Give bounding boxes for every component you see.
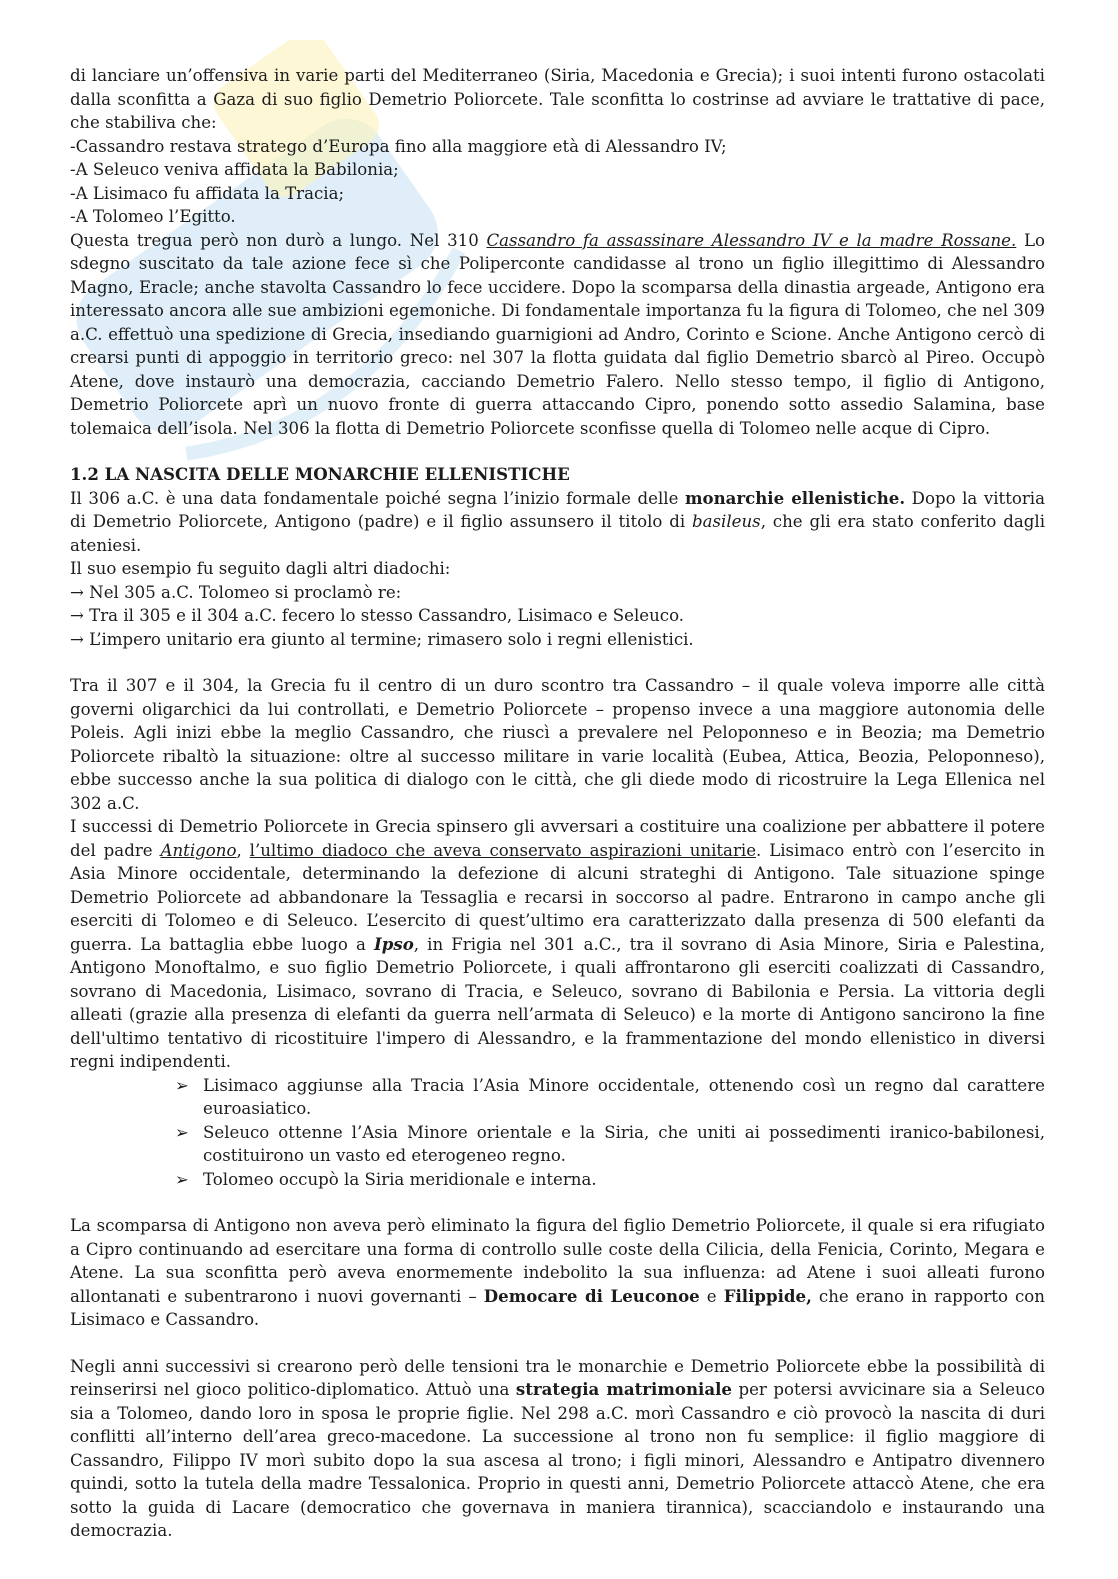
text-run: Dopo la vittoria di Demetrio Poliorcete, Antigono (padre) e il figlio assunsero il titolo di bbox=[70, 488, 1045, 531]
text-run: che erano in rapporto con Lisimaco e Cassandro. bbox=[70, 1286, 1045, 1329]
text-run: , che gli era stato conferito dagli ateniesi. bbox=[70, 512, 1045, 555]
underlined-phrase: l’ultimo diadoco che aveva conservato aspirazioni unitarie bbox=[249, 840, 757, 860]
document-page bbox=[70, 64, 1045, 1543]
bold-term: strategia matrimoniale bbox=[515, 1379, 732, 1399]
arrow-bullet-icon: ➢ bbox=[175, 1122, 189, 1142]
text-run: , in Frigia nel 301 a.C., tra il sovrano di Asia Minore, Siria e Palestina, Antigono Monoftalmo, e suo figlio Demetrio Poliorcete, i quali affrontarono gli eserciti coalizzati di Cassandro, sovrano di Macedonia, Lisimaco, sovrano di Tracia, e Seleuco, sovrano di Babilonia e Persia. La vittoria degli alleati (grazie alla presenza di elefanti da guerra nell’armata di Seleuco) e la morte di Antigono sancirono la fine dell'ultimo tentativo di ricostituire l'impero di Alessandro, e la frammentazione del mondo ellenistico in diversi regni indipendenti. bbox=[70, 934, 1045, 1071]
text-run: La scomparsa di Antigono non aveva però eliminato la figura del figlio Demetrio Poliorcete, il quale si era rifugiato a Cipro continuando ad esercitare una forma di controllo sulle coste della Cilicia, della Fenicia, Corinto, Megara e Atene. La sua sconfitta però aveva enormemente indebolito la sua influenza: ad Atene i suoi alleati furono allontanati e subentrarono i nuovi governanti – bbox=[70, 1216, 1045, 1306]
arrow-bullet-icon: ➢ bbox=[175, 1169, 189, 1189]
bold-term: Democare di Leuconoe bbox=[483, 1285, 700, 1306]
bold-term: monarchie ellenistiche. bbox=[684, 487, 906, 508]
paragraph-strategia bbox=[70, 1355, 1045, 1543]
bullet-item bbox=[175, 1074, 1045, 1121]
bullet-text: Tolomeo occupò la Siria meridionale e interna. bbox=[203, 1169, 597, 1189]
text-run: , bbox=[236, 840, 250, 860]
bullet-item bbox=[175, 1168, 1045, 1192]
arrow-item: → L’impero unitario era giunto al termine; rimasero solo i regni ellenistici. bbox=[70, 629, 694, 649]
bullet-text: Lisimaco aggiunse alla Tracia l’Asia Minore occidentale, ottenendo così un regno dal carattere euroasiatico. bbox=[203, 1075, 1045, 1118]
paragraph-scontro: Tra il 307 e il 304, la Grecia fu il centro di un duro scontro tra Cassandro – il quale voleva imporre alle città governi oligarchici da lui controllati, e Demetrio Poliorcete – propenso invece a una maggiore autonomia delle Poleis. Agli inizi ebbe la meglio Cassandro, che riuscì a prevalere nel Peloponneso e in Beozia; ma Demetrio Poliorcete ribaltò la situazione: oltre al successo militare in varie località (Eubea, Attica, Beozia, Peloponneso), ebbe successo anche la sua politica di dialogo con le città, che gli diede modo di ricostruire la Lega Ellenica nel 302 a.C. bbox=[70, 676, 1045, 813]
text-run: Negli anni successivi si crearono però delle tensioni tra le monarchie e Demetrio Poliorcete ebbe la possibilità di reinserirsi nel gioco politico-diplomatico. Attuò una bbox=[70, 1356, 1045, 1399]
list-item: -A Tolomeo l’Egitto. bbox=[70, 207, 236, 226]
list-item: -Cassandro restava stratego d’Europa fino alla maggiore età di Alessandro IV; bbox=[70, 136, 727, 156]
arrow-item: → Nel 305 a.C. Tolomeo si proclamò re: bbox=[70, 582, 402, 602]
list-item: -A Lisimaco fu affidata la Tracia; bbox=[70, 183, 345, 203]
paragraph-cipro bbox=[70, 1214, 1045, 1332]
bold-italic-term: Ipso bbox=[373, 933, 414, 954]
text-run: Il 306 a.C. è una data fondamentale poiché segna l’inizio formale delle bbox=[70, 488, 685, 508]
text-run: per potersi avvicinare sia a Seleuco sia a Tolomeo, dando loro in sposa le proprie figlie. Nel 298 a.C. morì Cassandro e ciò provocò la nascita di duri conflitti all’interno dell’area greco-macedone. La successione al trono non fu semplice: il figlio maggiore di Cassandro, Filippo IV morì subito dopo la sua ascesa al trono; i figli minori, Alessandro e Antipatro divennero quindi, sotto la tutela della madre Tessalonica. Proprio in questi anni, Demetrio Poliorcete attaccò Atene, che era sotto la guida di Lacare (democratico che governava in maniera tirannica), scacciandolo e instaurando una democrazia. bbox=[70, 1380, 1046, 1540]
bullet-item bbox=[175, 1121, 1045, 1168]
bullet-list bbox=[70, 1074, 1045, 1192]
underlined-name: Antigono bbox=[160, 840, 237, 860]
underlined-italic-phrase: Cassandro fa assassinare Alessandro IV e la madre Rossane. bbox=[486, 230, 1017, 250]
bullet-text: Seleuco ottenne l’Asia Minore orientale e la Siria, che uniti ai possedimenti iranico-babilonesi, costituirono un vasto ed eterogeneo regno. bbox=[203, 1122, 1045, 1165]
section-heading: 1.2 LA NASCITA DELLE MONARCHIE ELLENISTICHE bbox=[70, 464, 570, 484]
paragraph-tregua bbox=[70, 229, 1045, 441]
text-run: . Lisimaco entrò con l’esercito in Asia Minore occidentale, determinando la defezione di alcuni strateghi di Antigono. Tale situazione spinge Demetrio Poliorcete ad abbandonare la Tessaglia e recarsi in soccorso al padre. Entrarono in campo anche gli eserciti di Tolomeo e di Seleuco. L’esercito di quest’ultimo era caratterizzato dalla presenza di 500 elefanti da guerra. La battaglia ebbe luogo a bbox=[70, 840, 1045, 954]
text-run: e bbox=[699, 1286, 724, 1306]
arrow-bullet-icon: ➢ bbox=[175, 1075, 189, 1095]
arrow-item: → Tra il 305 e il 304 a.C. fecero lo stesso Cassandro, Lisimaco e Seleuco. bbox=[70, 606, 685, 625]
bold-term: Filippide, bbox=[723, 1285, 812, 1306]
text-run: Lo sdegno suscitato da tale azione fece sì che Poliperconte candidasse al trono un figlio illegittimo di Alessandro Magno, Eracle; anche stavolta Cassandro lo fece uccidere. Dopo la scomparsa della dinastia argeade, Antigono era interessato ancora alle sue ambizioni egemoniche. Di fondamentale importanza fu la figura di Tolomeo, che nel 309 a.C. effettuò una spedizione di Grecia, insediando guarnigioni ad Andro, Corinto e Scione. Anche Antigono cercò di crearsi punti di appoggio in territorio greco: nel 307 la flotta guidata dal figlio Demetrio sbarcò al Pireo. Occupò Atene, dove instaurò una democrazia, cacciando Demetrio Falero. Nello stesso tempo, il figlio di Antigono, Demetrio Poliorcete aprì un nuovo fronte di guerra attaccando Cipro, ponendo sotto assedio Salamina, base tolemaica dell’isola. Nel 306 la flotta di Demetrio Poliorcete sconfisse quella di Tolomeo nelle acque di Cipro. bbox=[70, 230, 1045, 438]
italic-term: basileus bbox=[692, 512, 761, 531]
text-run: I successi di Demetrio Poliorcete in Grecia spinsero gli avversari a costituire una coalizione per abbattere il potere del padre bbox=[70, 817, 1045, 860]
paragraph-intro: di lanciare un’offensiva in varie parti del Mediterraneo (Siria, Macedonia e Grecia); i suoi intenti furono ostacolati dalla sconfitta a Gaza di suo figlio Demetrio Poliorcete. Tale sconfitta lo costrinse ad avviare le trattative di pace, che stabiliva che: bbox=[70, 66, 1045, 132]
list-item: -A Seleuco veniva affidata la Babilonia; bbox=[70, 160, 399, 179]
paragraph-ipso bbox=[70, 815, 1045, 1074]
paragraph-monarchie bbox=[70, 487, 1045, 558]
text-run: Questa tregua però non durò a lungo. Nel 310 bbox=[70, 230, 487, 250]
paragraph-line: Il suo esempio fu seguito dagli altri diadochi: bbox=[70, 559, 451, 578]
